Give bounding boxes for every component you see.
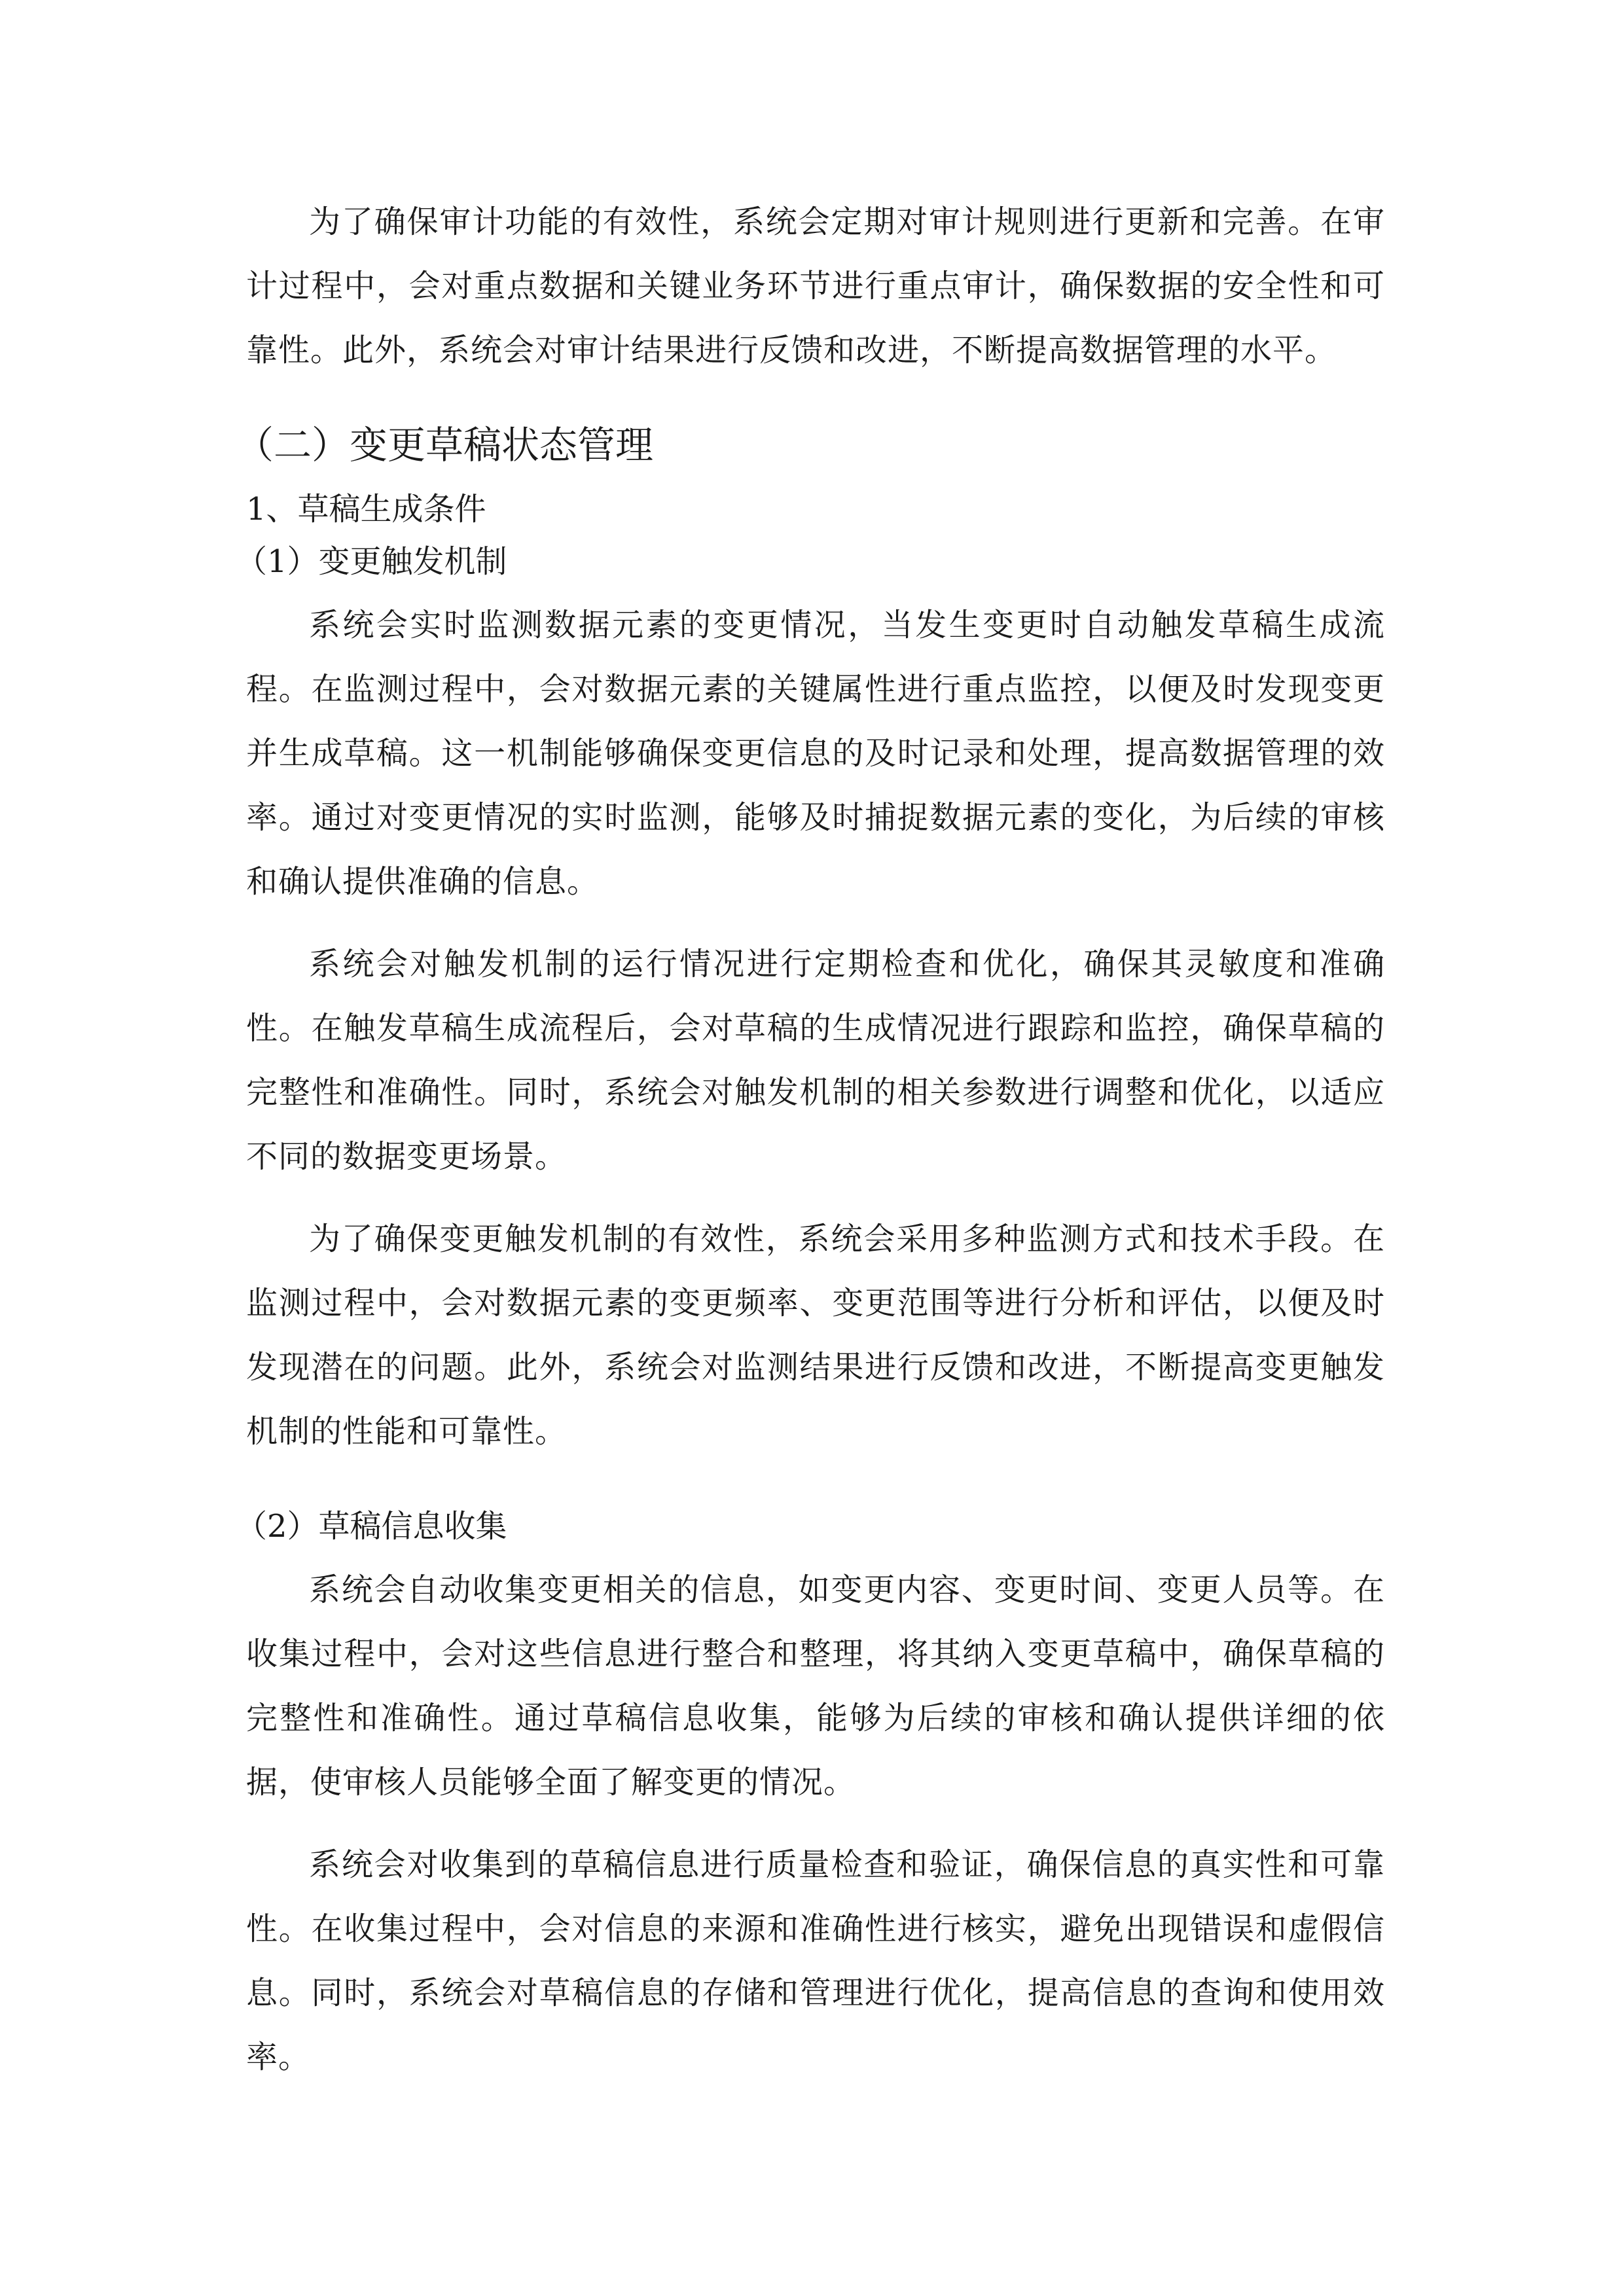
item2-paragraph-1: 系统会自动收集变更相关的信息，如变更内容、变更时间、变更人员等。在收集过程中，会对这些信息进行整合和整理，将其纳入变更草稿中，确保草稿的完整性和准确性。通过草稿信息收集，能够为后续的审核和确认提供详细的依据，使审核人员能够全面了解变更的情况。 [246,1571,1385,1801]
spacer [246,1482,1385,1500]
intro-paragraph: 为了确保审计功能的有效性，系统会定期对审计规则进行更新和完善。在审计过程中，会对重点数据和关键业务环节进行重点审计，确保数据的安全性和可靠性。此外，系统会对审计结果进行反馈和改进，不断提高数据管理的水平。 [246,204,1385,368]
item1-paragraph-2: 系统会对触发机制的运行情况进行定期检查和优化，确保其灵敏度和准确性。在触发草稿生成流程后，会对草稿的生成情况进行跟踪和监控，确保草稿的完整性和准确性。同时，系统会对触发机制的相关参数进行调整和优化，以适应不同的数据变更场景。 [246,946,1385,1175]
item2-heading: （2）草稿信息收集 [236,1508,507,1545]
subsection-heading: 1、草稿生成条件 [246,491,486,528]
document-page [236,190,1385,2108]
item1-paragraph-1: 系统会实时监测数据元素的变更情况，当发生变更时自动触发草稿生成流程。在监测过程中，会对数据元素的关键属性进行重点监控，以便及时发现变更并生成草稿。这一机制能够确保变更信息的及时记录和处理，提高数据管理的效率。通过对变更情况的实时监测，能够及时捕捉数据元素的变化，为后续的审核和确认提供准确的信息。 [246,607,1385,900]
item1-paragraph-3: 为了确保变更触发机制的有效性，系统会采用多种监测方式和技术手段。在监测过程中，会对数据元素的变更频率、变更范围等进行分析和评估，以便及时发现潜在的问题。此外，系统会对监测结果进行反馈和改进，不断提高变更触发机制的性能和可靠性。 [246,1221,1385,1450]
section-heading: （二）变更草稿状态管理 [236,423,654,467]
item2-paragraph-2: 系统会对收集到的草稿信息进行质量检查和验证，确保信息的真实性和可靠性。在收集过程中，会对信息的来源和准确性进行核实，避免出现错误和虚假信息。同时，系统会对草稿信息的存储和管理进行优化，提高信息的查询和使用效率。 [246,1846,1385,2075]
item1-heading: （1）变更触发机制 [236,543,507,580]
